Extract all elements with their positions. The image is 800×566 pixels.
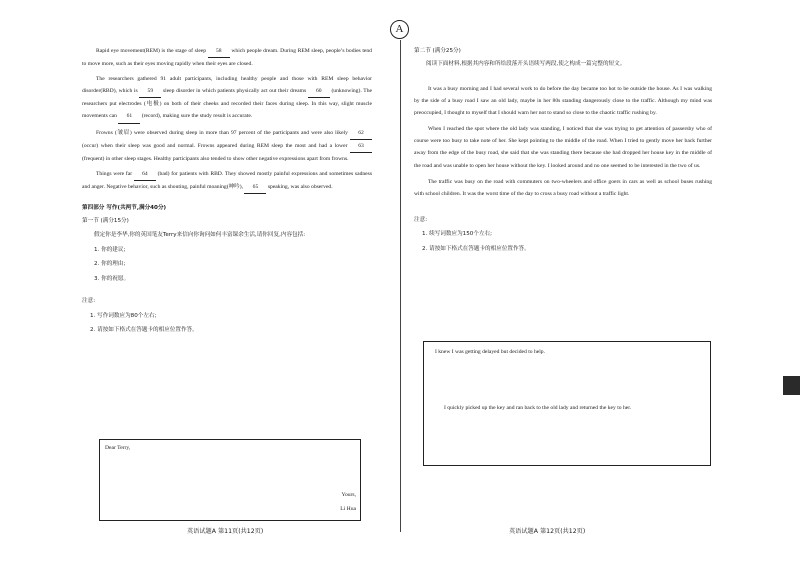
right-note-2: 2. 请按如下格式在答题卡的相应位置作答。 [422, 245, 530, 252]
passage-paragraph-2: The researchers gathered 91 adult participants, including healthy people and those with REM sleep behavior disorder(RBD), which is 59 sleep disorder in which patients physically act out their dreams 60 (unknowing). The researchers put electrodes (电极) on both of their cheeks and recorded their faces during sleep. In this way, slight muscle movements can 61 (record), making sure the study result is accurate. [82, 73, 372, 123]
part4-title: 第四部分 写作(共两节,满分40分) [82, 205, 167, 212]
section2-title: 第二节 (满分25分) [414, 48, 461, 54]
section1-title: 第一节 (满分15分) [82, 217, 129, 224]
page-footer-right: 英语试题A 第12页(共12页) [509, 528, 586, 535]
note-1: 1. 写作词数应为80个左右; [90, 312, 157, 319]
page-footer-left: 英语试题A 第11页(共12页) [187, 528, 264, 535]
writing-prompt: 假定你是李华,你的英国笔友Terry来信向你询问如何丰富课余生活,请你回复,内容包括: [94, 232, 306, 239]
note-2: 2. 请按如下格式在答题卡的相应位置作答。 [90, 327, 198, 334]
right-page [414, 45, 712, 255]
paper-version-mark: A [390, 20, 409, 39]
right-note-1: 1. 续写词数应为150个左右; [422, 231, 493, 238]
story-paragraph-1: It was a busy morning and I had several work to do before the day became too hot to be outside the house. As I was walking by the side of a busy road I saw an old lady, maybe in her 80s standing dangerously close to the traffic. Although my mind was preoccupied, I thought to myself that I should warn her not to stand so close to the chaotic traffic rushing by. [414, 86, 712, 117]
right-note-label: 注意: [414, 216, 428, 223]
blank-64: 64 [134, 168, 156, 181]
story-paragraph-2: When I reached the spot where the old lady was standing, I noticed that she was trying to get attention of passersby who of course were too busy to take note of her. She kept pointing to the middle of the road. When I tried to gently move her back further away from the edge of the busy road, she said that she was standing there because she had dropped her house key in the middle of the road and was unable to open her house without the key. I looked around and no one seemed to be interested in the two of us. [414, 126, 712, 169]
prompt-point-3: 3. 你的祝愿。 [94, 275, 130, 282]
blank-60: 60 [308, 85, 330, 98]
prompt-point-2: 2. 你的理由; [94, 261, 126, 268]
left-page [82, 45, 372, 337]
passage-paragraph-4: Things were far 64 (bad) for patients with RBD. They showed mostly painful expressions and sometimes sadness and anger. Negative behavior, such as shouting, painful moaning(呻吟), 65 speaking, was also observed. [82, 168, 372, 194]
story-paragraph-3: The traffic was busy on the road with commuters on two-wheelers and office goers in cars as well as school buses rushing with school children. It was the worst time of the day to cross a busy road without a traffic light. [414, 178, 712, 197]
blank-65: 65 [244, 181, 266, 194]
answer-box-continuation [423, 341, 711, 466]
blank-59: 59 [139, 85, 161, 98]
blank-62: 62 [350, 127, 372, 140]
passage-paragraph-1: Rapid eye movement(REM) is the stage of sleep 58 which people dream. During REM sleep, people’s bodies tend to move more, such as their eyes moving rapidly when their eyes are closed. [82, 45, 372, 70]
blank-58: 58 [208, 45, 230, 58]
blank-63: 63 [350, 140, 372, 153]
answer-box-letter [99, 439, 361, 521]
paragraph-opener-2: I quickly picked up the key and ran back to the old lady and returned the key to her. [444, 405, 632, 411]
edge-tab-marker [783, 376, 800, 395]
continuation-instruction: 阅读下面材料,根据其内容和所给段落开头语续写两段,使之构成一篇完整的短文。 [426, 60, 626, 67]
letter-signature: Li Hua [340, 506, 356, 512]
note-label: 注意: [82, 298, 96, 305]
letter-salutation: Dear Terry, [105, 445, 131, 451]
paragraph-opener-1: I knew I was getting delayed but decided to help. [435, 349, 545, 355]
passage-paragraph-3: Frowns (皱眉) were observed during sleep in more than 97 percent of the participants and were also likely 62 (occur) when their sleep was good and normal. Frowns appeared during REM sleep the most and had a lower 63 (frequent) in other sleep stages. Healthy participants also tended to show other negative expressions apart from frowns. [82, 127, 372, 165]
blank-61: 61 [118, 110, 140, 123]
prompt-point-1: 1. 你的建议; [94, 246, 126, 253]
page-divider [400, 40, 401, 532]
letter-closing: Yours, [341, 492, 356, 498]
